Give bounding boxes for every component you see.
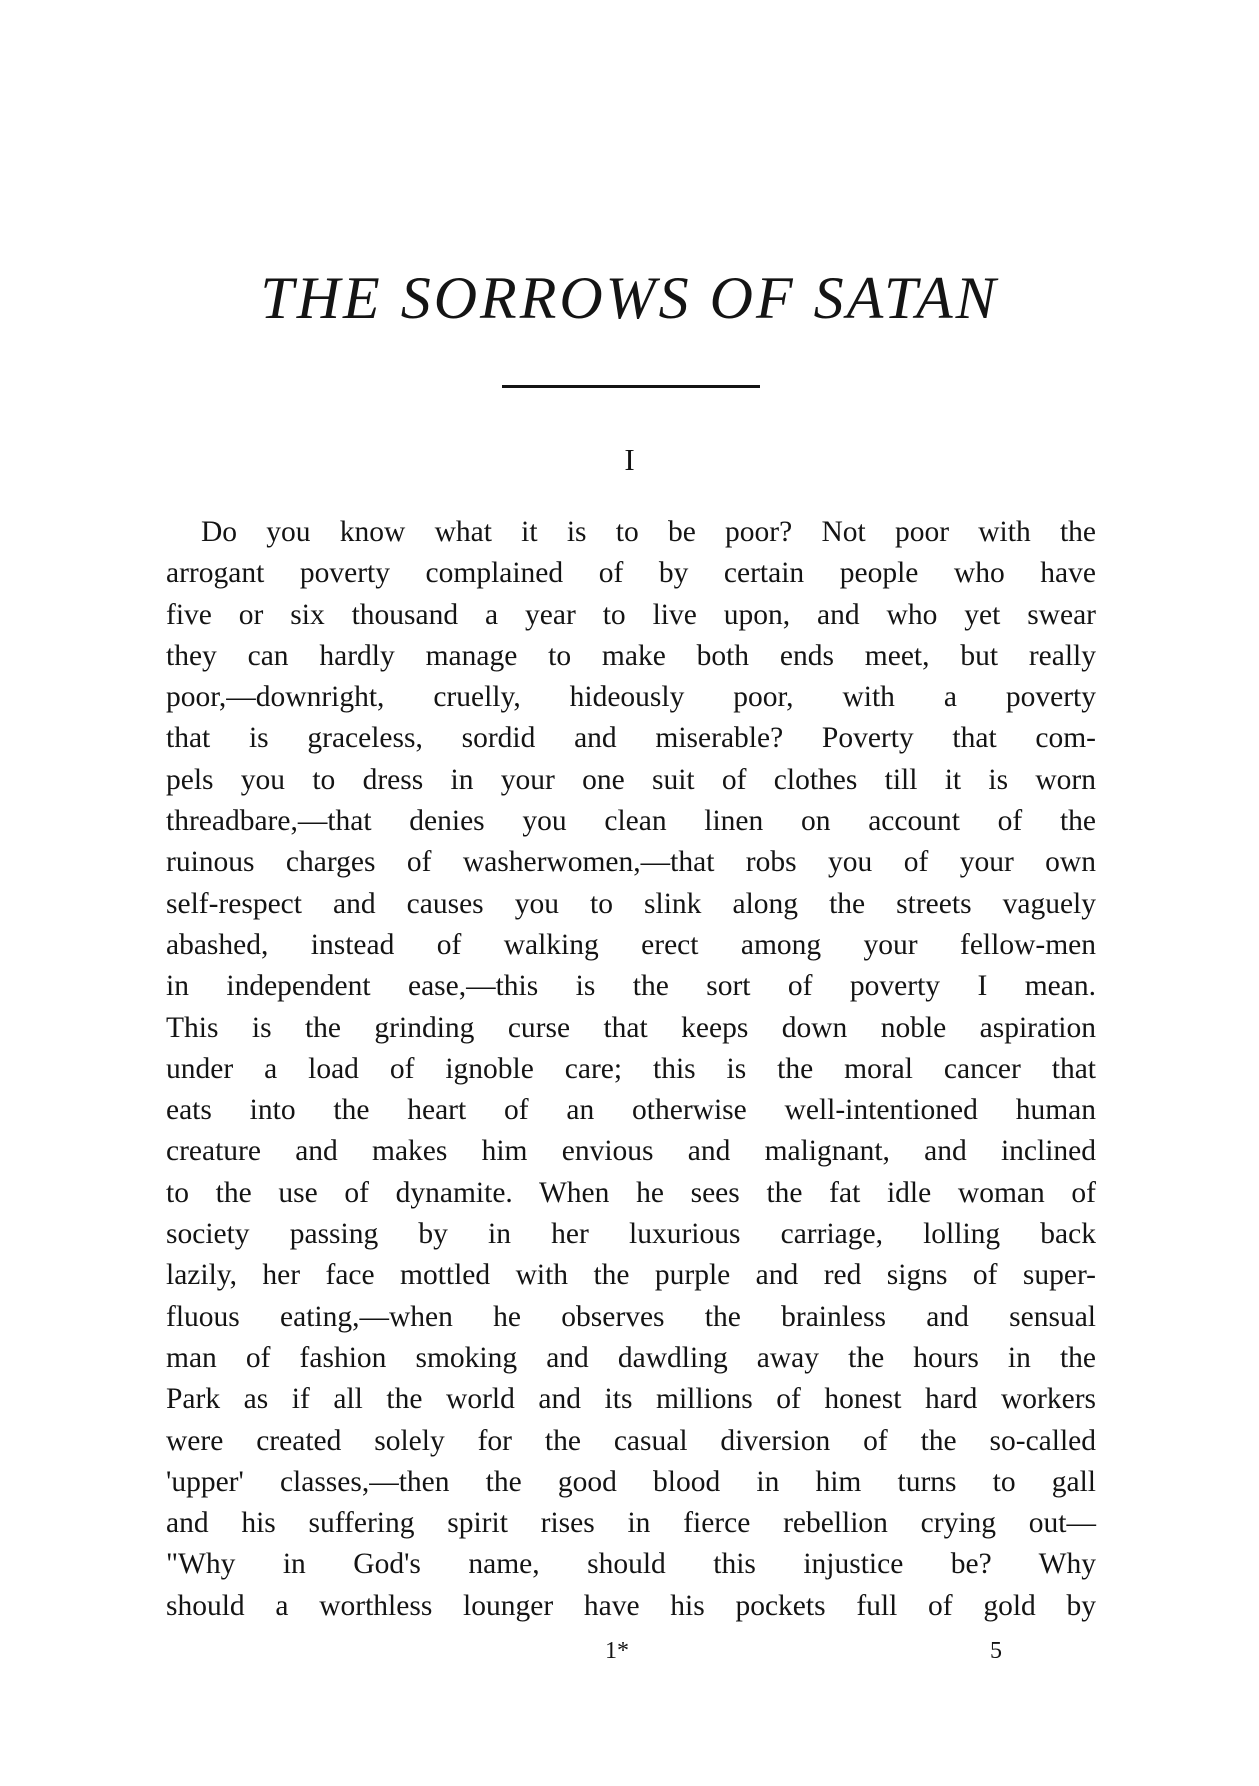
text-line: ruinous charges of washerwomen,—that robs you of your own <box>166 846 1096 879</box>
page-number: 5 <box>990 1638 1002 1664</box>
text-line: were created solely for the casual diversion of the so-called <box>166 1424 1096 1457</box>
text-line: abashed, instead of walking erect among your fellow-men <box>166 928 1096 961</box>
text-line: Do you know what it is to be poor? Not poor with the <box>201 516 1096 548</box>
text-line: in independent ease,—this is the sort of poverty I mean. <box>166 970 1096 1003</box>
text-line: should a worthless lounger have his pockets full of gold by <box>166 1589 1096 1622</box>
text-line: threadbare,—that denies you clean linen on account of the <box>166 805 1096 838</box>
text-line: Park as if all the world and its millions of honest hard workers <box>166 1383 1096 1416</box>
text-line: society passing by in her luxurious carriage, lolling back <box>166 1218 1096 1251</box>
text-line: lazily, her face mottled with the purple and red signs of super- <box>166 1259 1096 1292</box>
text-line: fluous eating,—when he observes the brainless and sensual <box>166 1300 1096 1333</box>
signature-mark: 1* <box>605 1638 629 1664</box>
text-line: arrogant poverty complained of by certain people who have <box>166 557 1096 590</box>
text-line: and his suffering spirit rises in fierce rebellion crying out— <box>166 1507 1096 1540</box>
text-line: pels you to dress in your one suit of clothes till it is worn <box>166 763 1096 796</box>
title-rule <box>502 385 760 388</box>
text-line: eats into the heart of an otherwise well-intentioned human <box>166 1094 1096 1127</box>
body-paragraph <box>166 512 1096 1627</box>
page-title: THE SORROWS OF SATAN <box>260 265 999 331</box>
text-line: "Why in God's name, should this injustice be? Why <box>166 1548 1096 1581</box>
text-line: they can hardly manage to make both ends meet, but really <box>166 639 1096 672</box>
text-line: 'upper' classes,—then the good blood in him turns to gall <box>166 1465 1096 1498</box>
text-line: poor,—downright, cruelly, hideously poor, with a poverty <box>166 681 1096 714</box>
text-line: man of fashion smoking and dawdling away the hours in the <box>166 1341 1096 1374</box>
text-line: This is the grinding curse that keeps down noble aspiration <box>166 1011 1096 1044</box>
text-line: five or six thousand a year to live upon, and who yet swear <box>166 598 1096 631</box>
chapter-heading: I <box>624 442 635 477</box>
text-line: under a load of ignoble care; this is the moral cancer that <box>166 1052 1096 1085</box>
text-line: that is graceless, sordid and miserable? Poverty that com- <box>166 722 1096 755</box>
text-line: self-respect and causes you to slink along the streets vaguely <box>166 887 1096 920</box>
text-line: creature and makes him envious and malignant, and inclined <box>166 1135 1096 1168</box>
text-line: to the use of dynamite. When he sees the fat idle woman of <box>166 1176 1096 1209</box>
